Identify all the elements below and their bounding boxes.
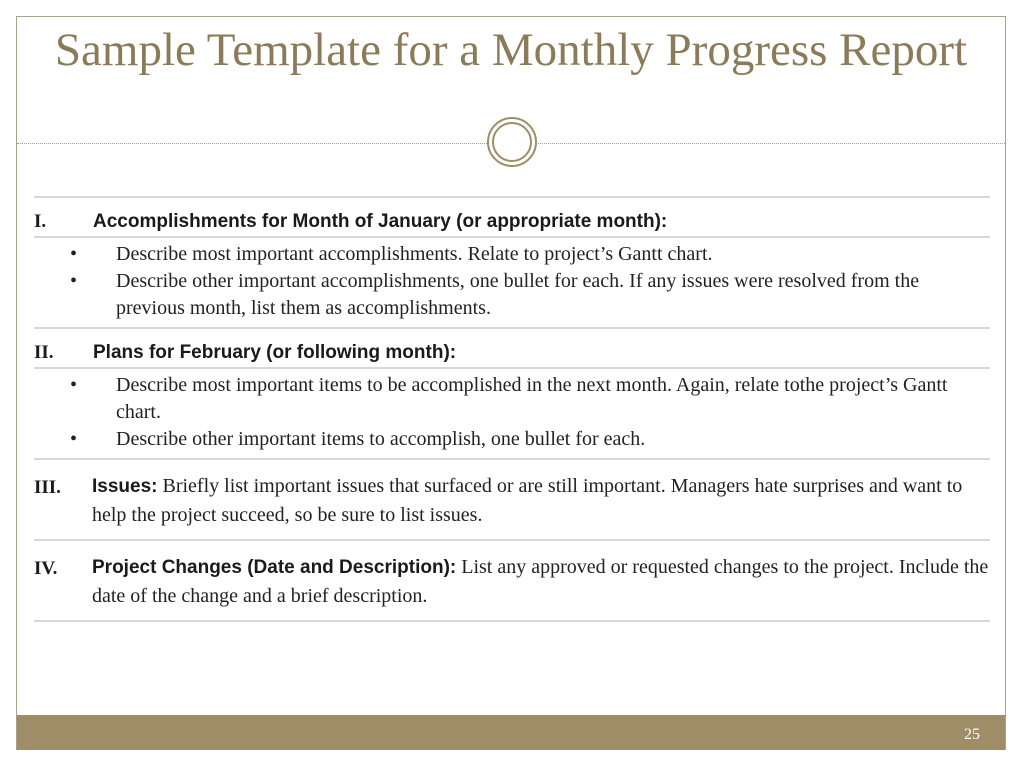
section-title: Issues: (92, 476, 158, 497)
section-paragraph (34, 460, 990, 539)
section-description: Briefly list important issues that surfaced or are still important. Managers hate surprises and want to help the project succeed, so be sure to list issues. (92, 475, 963, 526)
slide-title: Sample Template for a Monthly Progress Report (54, 24, 968, 76)
section-project-changes (34, 539, 990, 622)
list-item: • Describe most important accomplishments. Relate to project’s Gantt chart. (34, 241, 990, 268)
section-numeral: IV. (34, 558, 58, 579)
section-title: Project Changes (Date and Description): (92, 557, 457, 578)
section-plans (34, 327, 990, 458)
circle-ornament-icon (486, 116, 538, 168)
section-description: List any approved or requested changes to the project. Include the date of the change and a brief description. (92, 556, 989, 607)
section-accomplishments (34, 196, 990, 327)
bullet-icon: • (70, 374, 78, 396)
section-paragraph (34, 541, 990, 620)
list-item: • Describe other important items to accomplish, one bullet for each. (34, 426, 990, 453)
section-numeral: I. (34, 211, 47, 232)
list-item: • Describe other important accomplishments, one bullet for each. If any issues were resolved from the previous month, list them as accomplishments. (70, 270, 920, 319)
section-title: Plans for February (or following month): (93, 342, 457, 363)
section-heading (34, 329, 990, 369)
section-heading (34, 198, 990, 238)
section-issues (34, 458, 990, 539)
page-number: 25 (964, 726, 980, 743)
footer-bar (17, 715, 1005, 750)
section-title: Accomplishments for Month of January (or appropriate month): (93, 211, 668, 232)
bullet-list (34, 369, 990, 458)
bullet-list (34, 238, 990, 327)
list-item: • Describe most important items to be accomplished in the next month. Again, relate tothe project’s Gantt chart. (70, 374, 948, 423)
section-numeral: III. (34, 477, 61, 498)
bullet-icon: • (70, 243, 78, 265)
bullet-icon: • (70, 428, 78, 450)
bullet-icon: • (70, 270, 78, 292)
section-numeral: II. (34, 342, 54, 363)
report-template-table (34, 196, 990, 622)
